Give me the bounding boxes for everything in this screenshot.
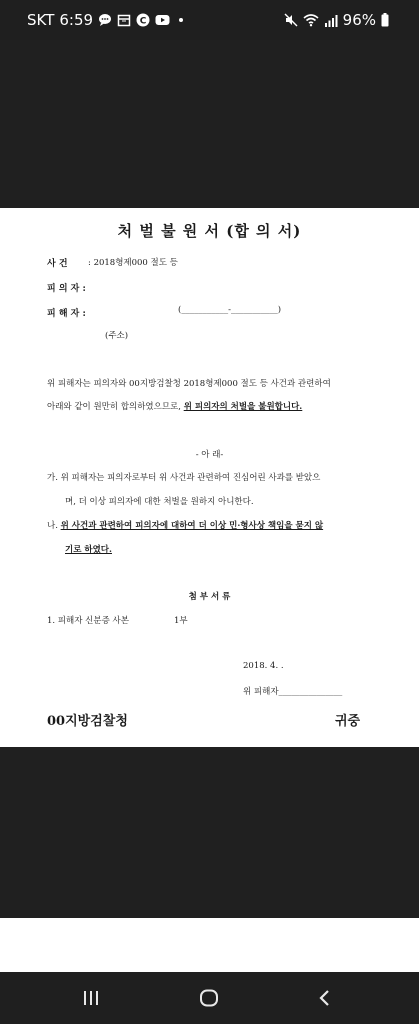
svg-text:C: C — [139, 16, 147, 27]
home-button[interactable] — [179, 972, 239, 1024]
body-line-1: 위 피해자는 피의자와 00지방검찰청 2018형제000 절도 등 사건과 관련하여 — [47, 379, 331, 389]
recent-apps-icon — [82, 989, 100, 1007]
attachment-item: 1. 피해자 신분증 사본 — [47, 616, 129, 626]
attachment-count: 1부 — [174, 616, 188, 626]
document-title: 처 벌 불 원 서 (합 의 서) — [117, 222, 302, 240]
recipient-office: 00지방검찰청 — [47, 714, 128, 729]
signer-line: 위 피해자_______________ — [243, 687, 343, 697]
body-line-2-prefix: 아래와 같이 원만히 합의하였으므로, — [47, 402, 181, 412]
home-icon — [199, 988, 219, 1008]
carrier-label: SKT — [27, 11, 55, 29]
battery-percent: 96% — [342, 11, 376, 29]
calendar-icon — [117, 13, 131, 27]
status-left — [27, 11, 183, 29]
image-viewer-background-top — [0, 40, 419, 208]
wifi-icon — [303, 13, 319, 27]
back-button[interactable] — [295, 972, 355, 1024]
clock: 6:59 — [59, 11, 94, 29]
mute-icon — [284, 13, 298, 27]
body-line-2-emphasis: 위 피의자의 처벌을 불원합니다. — [183, 402, 303, 412]
case-label: 사 건 — [47, 259, 68, 269]
case-value: : 2018형제000 절도 등 — [88, 258, 178, 268]
status-bar — [0, 0, 419, 40]
attachments-title: 첨 부 서 류 — [188, 592, 231, 602]
item-na-line-2: 기로 하였다. — [65, 545, 112, 555]
item-ga-line-2: 며, 더 이상 피의자에 대한 처벌을 원하지 아니한다. — [65, 497, 254, 507]
item-ga-line-1: 가. 위 피해자는 피의자로부터 위 사건과 관련하여 진심어린 사과를 받았으 — [47, 473, 321, 483]
chat-bubble-icon — [98, 13, 112, 27]
image-viewer-background-bottom — [0, 747, 419, 918]
document-date: 2018. 4. . — [243, 661, 284, 671]
honorific: 귀중 — [335, 714, 361, 729]
youtube-icon — [155, 14, 170, 26]
suspect-label: 피 의 자 : — [47, 284, 86, 294]
recent-apps-button[interactable] — [61, 972, 121, 1024]
address-label: (주소) — [105, 331, 129, 341]
below-marker: - 아 래- — [195, 450, 224, 460]
status-right — [284, 11, 389, 29]
victim-label: 피 해 자 : — [47, 309, 86, 319]
phone-placeholder: (___________-___________) — [178, 305, 282, 315]
notification-dot-icon — [179, 18, 183, 22]
document-image[interactable] — [0, 208, 419, 747]
signal-icon — [324, 14, 338, 27]
item-na-line-1: 위 사건과 관련하여 피의자에 대하여 더 이상 민·형사상 책임을 묻지 않 — [60, 521, 324, 531]
navigation-bar — [0, 972, 419, 1024]
item-na-prefix: 나. — [47, 521, 58, 531]
c-app-icon — [136, 13, 150, 27]
back-chevron-icon — [317, 989, 333, 1007]
viewer-bottom-panel — [0, 918, 419, 972]
battery-icon — [381, 13, 389, 27]
